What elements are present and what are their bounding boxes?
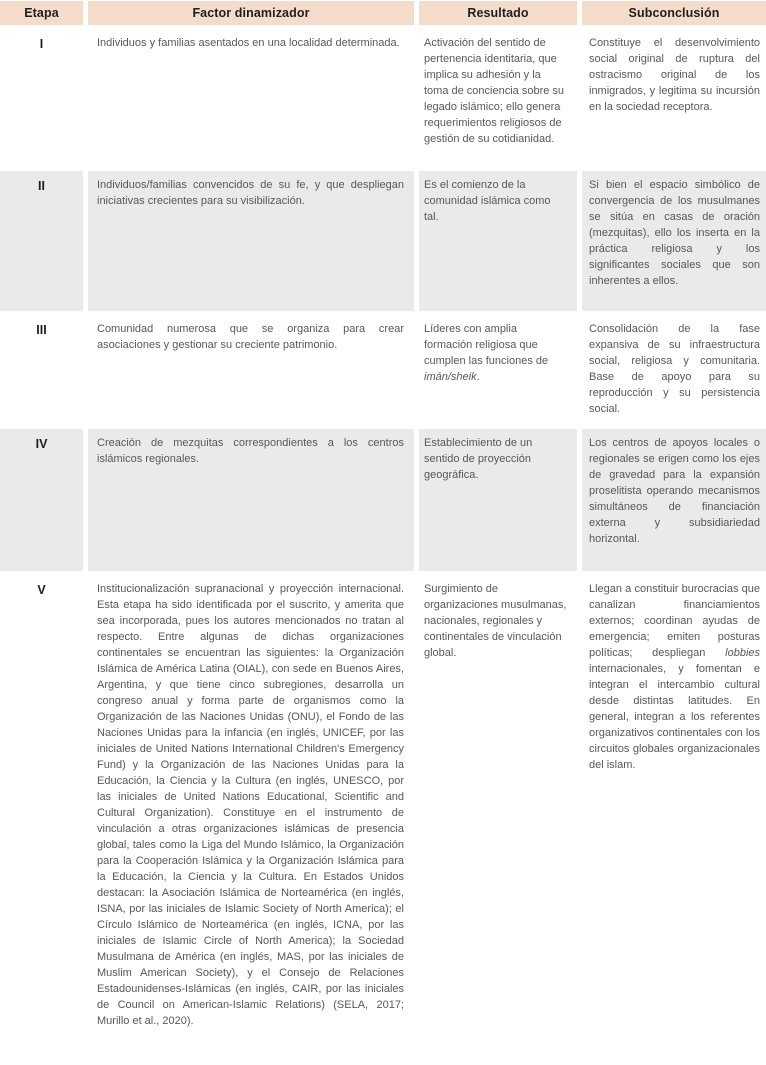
cell-subconclusion: Si bien el espacio simbólico de convergencia de los musulmanes se sitúa en casas de oración (mezquitas), ello los inserta en la práctica religiosa y los significantes sociales que son inherentes a ellos.	[582, 171, 766, 311]
cell-etapa: I	[0, 29, 83, 167]
cell-resultado: Líderes con amplia formación religiosa que cumplen las funciones de imán/sheik.	[419, 315, 577, 425]
table-row	[0, 429, 766, 571]
cell-subconclusion: Constituye el desenvolvimiento social original de ruptura del ostracismo original de los inmigrados, y legitima su incursión en la sociedad receptora.	[582, 29, 766, 167]
cell-factor: Institucionalización supranacional y proyección internacional. Esta etapa ha sido identificada por el suscrito, y amerita que sea incorporada, pues los autores mencionados no tratan al respecto. Entre algunas de dichas organizaciones continentales se encuentran las siguientes: la Organización Islámica de América Latina (OIAL), con sede en Buenos Aires, Argentina, y que tiene cinco subregiones, desarrolla un congreso anual y forma parte de organismos como la Organización de las Naciones Unidas (ONU), el Fondo de las Naciones Unidas para la infancia (en inglés, UNICEF, por las iniciales de United Nations International Children's Emergency Fund) y la Organización de las Naciones Unidas para la Educación, la Ciencia y la Cultura (en inglés, UNESCO, por las iniciales de United Nations Educational, Scientific and Cultural Organization). Constituye en el instrumento de vinculación a otras organizaciones islámicas de presencia global, tales como la Liga del Mundo Islámico, la Organización para la Cooperación Islámica y la Organización Islámica para la Educación, la Ciencia y la Cultura. En Estados Unidos destacan: la Asociación Islámica de Norteamérica (en inglés, ISNA, por las iniciales de Islamic Society of North America); el Círculo Islámico de Norteamérica (en inglés, ICNA, por las iniciales de Islamic Circle of North America); la Sociedad Musulmana de América (en inglés, MAS, por las iniciales de Muslim American Society), y el Consejo de Relaciones Estadounidenses-Islámicas (en inglés, CAIR, por las iniciales de Council on American-Islamic Relations) (SELA, 2017; Murillo et al., 2020).	[88, 575, 414, 1061]
cell-resultado: Surgimiento de organizaciones musulmanas, nacionales, regionales y continentales de vinculación global.	[419, 575, 577, 1061]
header-resultado: Resultado	[419, 1, 577, 25]
cell-subconclusion: Consolidación de la fase expansiva de su infraestructura social, religiosa y comunitaria. Base de apoyo para su reproducción y su persistencia social.	[582, 315, 766, 425]
cell-resultado: Activación del sentido de pertenencia identitaria, que implica su adhesión y la toma de conciencia sobre su legado islámico; ello genera requerimientos religiosos de gestión de su cotidianidad.	[419, 29, 577, 167]
cell-resultado: Es el comienzo de la comunidad islámica como tal.	[419, 171, 577, 311]
table-header-row	[0, 1, 766, 25]
cell-subconclusion: Los centros de apoyos locales o regionales se erigen como los ejes de gravedad para la expansión proselitista operando mecanismos simultáneos de financiación externa y subsidiariedad horizontal.	[582, 429, 766, 571]
cell-factor: Individuos/familias convencidos de su fe, y que despliegan iniciativas crecientes para su visibilización.	[88, 171, 414, 311]
cell-subconclusion: Llegan a constituir burocracias que canalizan financiamientos externos; coordinan ayudas de emergencia; emiten posturas políticas; despliegan lobbies internacionales, y fomentan e integran el intercambio cultural desde distintas latitudes. En general, integran a los referentes organizativos continentales con los circuitos globales organizacionales del islam.	[582, 575, 766, 1061]
table-row	[0, 29, 766, 167]
header-factor-dinamizador: Factor dinamizador	[88, 1, 414, 25]
table-body	[0, 29, 766, 1061]
table-row	[0, 171, 766, 311]
table-row	[0, 315, 766, 425]
header-etapa: Etapa	[0, 1, 83, 25]
cell-factor: Individuos y familias asentados en una localidad determinada.	[88, 29, 414, 167]
cell-resultado: Establecimiento de un sentido de proyección geográfica.	[419, 429, 577, 571]
cell-factor: Comunidad numerosa que se organiza para crear asociaciones y gestionar su creciente patrimonio.	[88, 315, 414, 425]
cell-etapa: IV	[0, 429, 83, 571]
header-subconclusion: Subconclusión	[582, 1, 766, 25]
cell-factor: Creación de mezquitas correspondientes a los centros islámicos regionales.	[88, 429, 414, 571]
cell-etapa: V	[0, 575, 83, 1061]
table-row	[0, 575, 766, 1061]
cell-etapa: III	[0, 315, 83, 425]
cell-etapa: II	[0, 171, 83, 311]
